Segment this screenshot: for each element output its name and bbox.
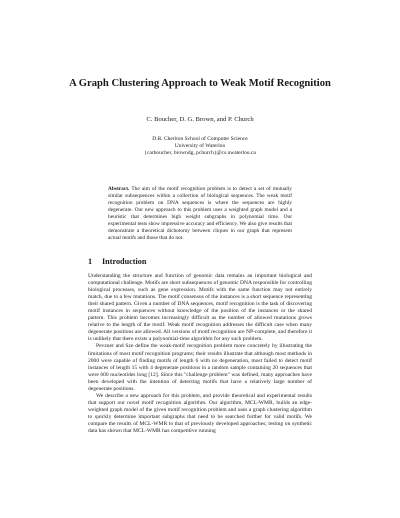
section-body <box>88 273 312 435</box>
paragraph-1: Understanding the structure and function of genomic data remains an important biological and computational challenge. Motifs are short subsequences of genomic DNA responsible for controlling biological processes, such as gene expression. Motifs with the same function may not entirely match, due to a few mutations. The motif consensus of the instances is a short sequence representing their shared pattern. Given a number of DNA sequences, motif recognition is the task of discovering motif instances in sequences without knowledge of the position of the instances or the shared pattern. This problem becomes increasingly difficult as the number of allowed mutations grows relative to the length of the motif. Weak motif recognition addresses the difficult case when many degenerate positions are allowed. All versions of motif recognition are NP-complete, and therefore it is unlikely that there exists a polynomial-time algorithm for any such problem. <box>88 273 312 343</box>
abstract-text: The aim of the motif recognition problem is to detect a set of mutually similar subsequences within a collection of biological sequences. The weak motif recognition problem on DNA sequences is where the sequences are highly degenerate. Our new approach to this problem uses a weighted graph model and a heuristic that determines high weight subgraphs in polynomial time. Our experimental tests show impressive accuracy and efficiency. We also give results that demonstrate a theoretical dichotomy between cliques in our graph that represent actual motifs and those that do not. <box>108 186 292 242</box>
author-list: C. Boucher, D. G. Brown, and P. Church <box>146 116 254 123</box>
section-heading <box>88 257 146 266</box>
paragraph-3: We describe a new approach for this problem, and provide theoretical and experimental results that support our novel motif recognition algorithm. Our algorithm, MCL-WMR, builds an edge-weighted graph model of the given motif recognition problem and uses a graph clustering algorithm to quickly determine important subgraphs that need to be searched further for valid motifs. We compare the results of MCL-WMR to that of previously developed approaches; testing on synthetic data has shown that MCL-WMR has competitive running <box>88 392 312 435</box>
affiliation <box>60 136 340 157</box>
paragraph-2: Pevzner and Sze define the weak-motif recognition problem more concretely by illustrating the limitations of most motif recognition programs; their results illustrate that although most methods in 2000 were capable of finding motifs of length 6 with no degeneration, most failed to detect motif instances of length 15 with 4 degenerate positions in a random sample containing 20 sequences that were 600 nucleotides long [12]. Since this "challenge problem" was defined, many approaches have been developed with the intention of detecting motifs that have a relatively large number of degenerate positions. <box>88 343 312 392</box>
paper-title: A Graph Clustering Approach to Weak Motif Recognition <box>69 78 331 89</box>
affiliation-emails: {carboucher, browndg, pchurch}@cs.uwaterloo.ca <box>144 150 256 156</box>
section-title: Introduction <box>102 257 147 266</box>
abstract <box>108 186 292 242</box>
affiliation-university: University of Waterloo <box>174 143 226 149</box>
section-number: 1 <box>88 257 93 266</box>
affiliation-school: D.R. Cheriton School of Computer Science <box>152 136 248 142</box>
abstract-label: Abstract. <box>108 186 130 192</box>
